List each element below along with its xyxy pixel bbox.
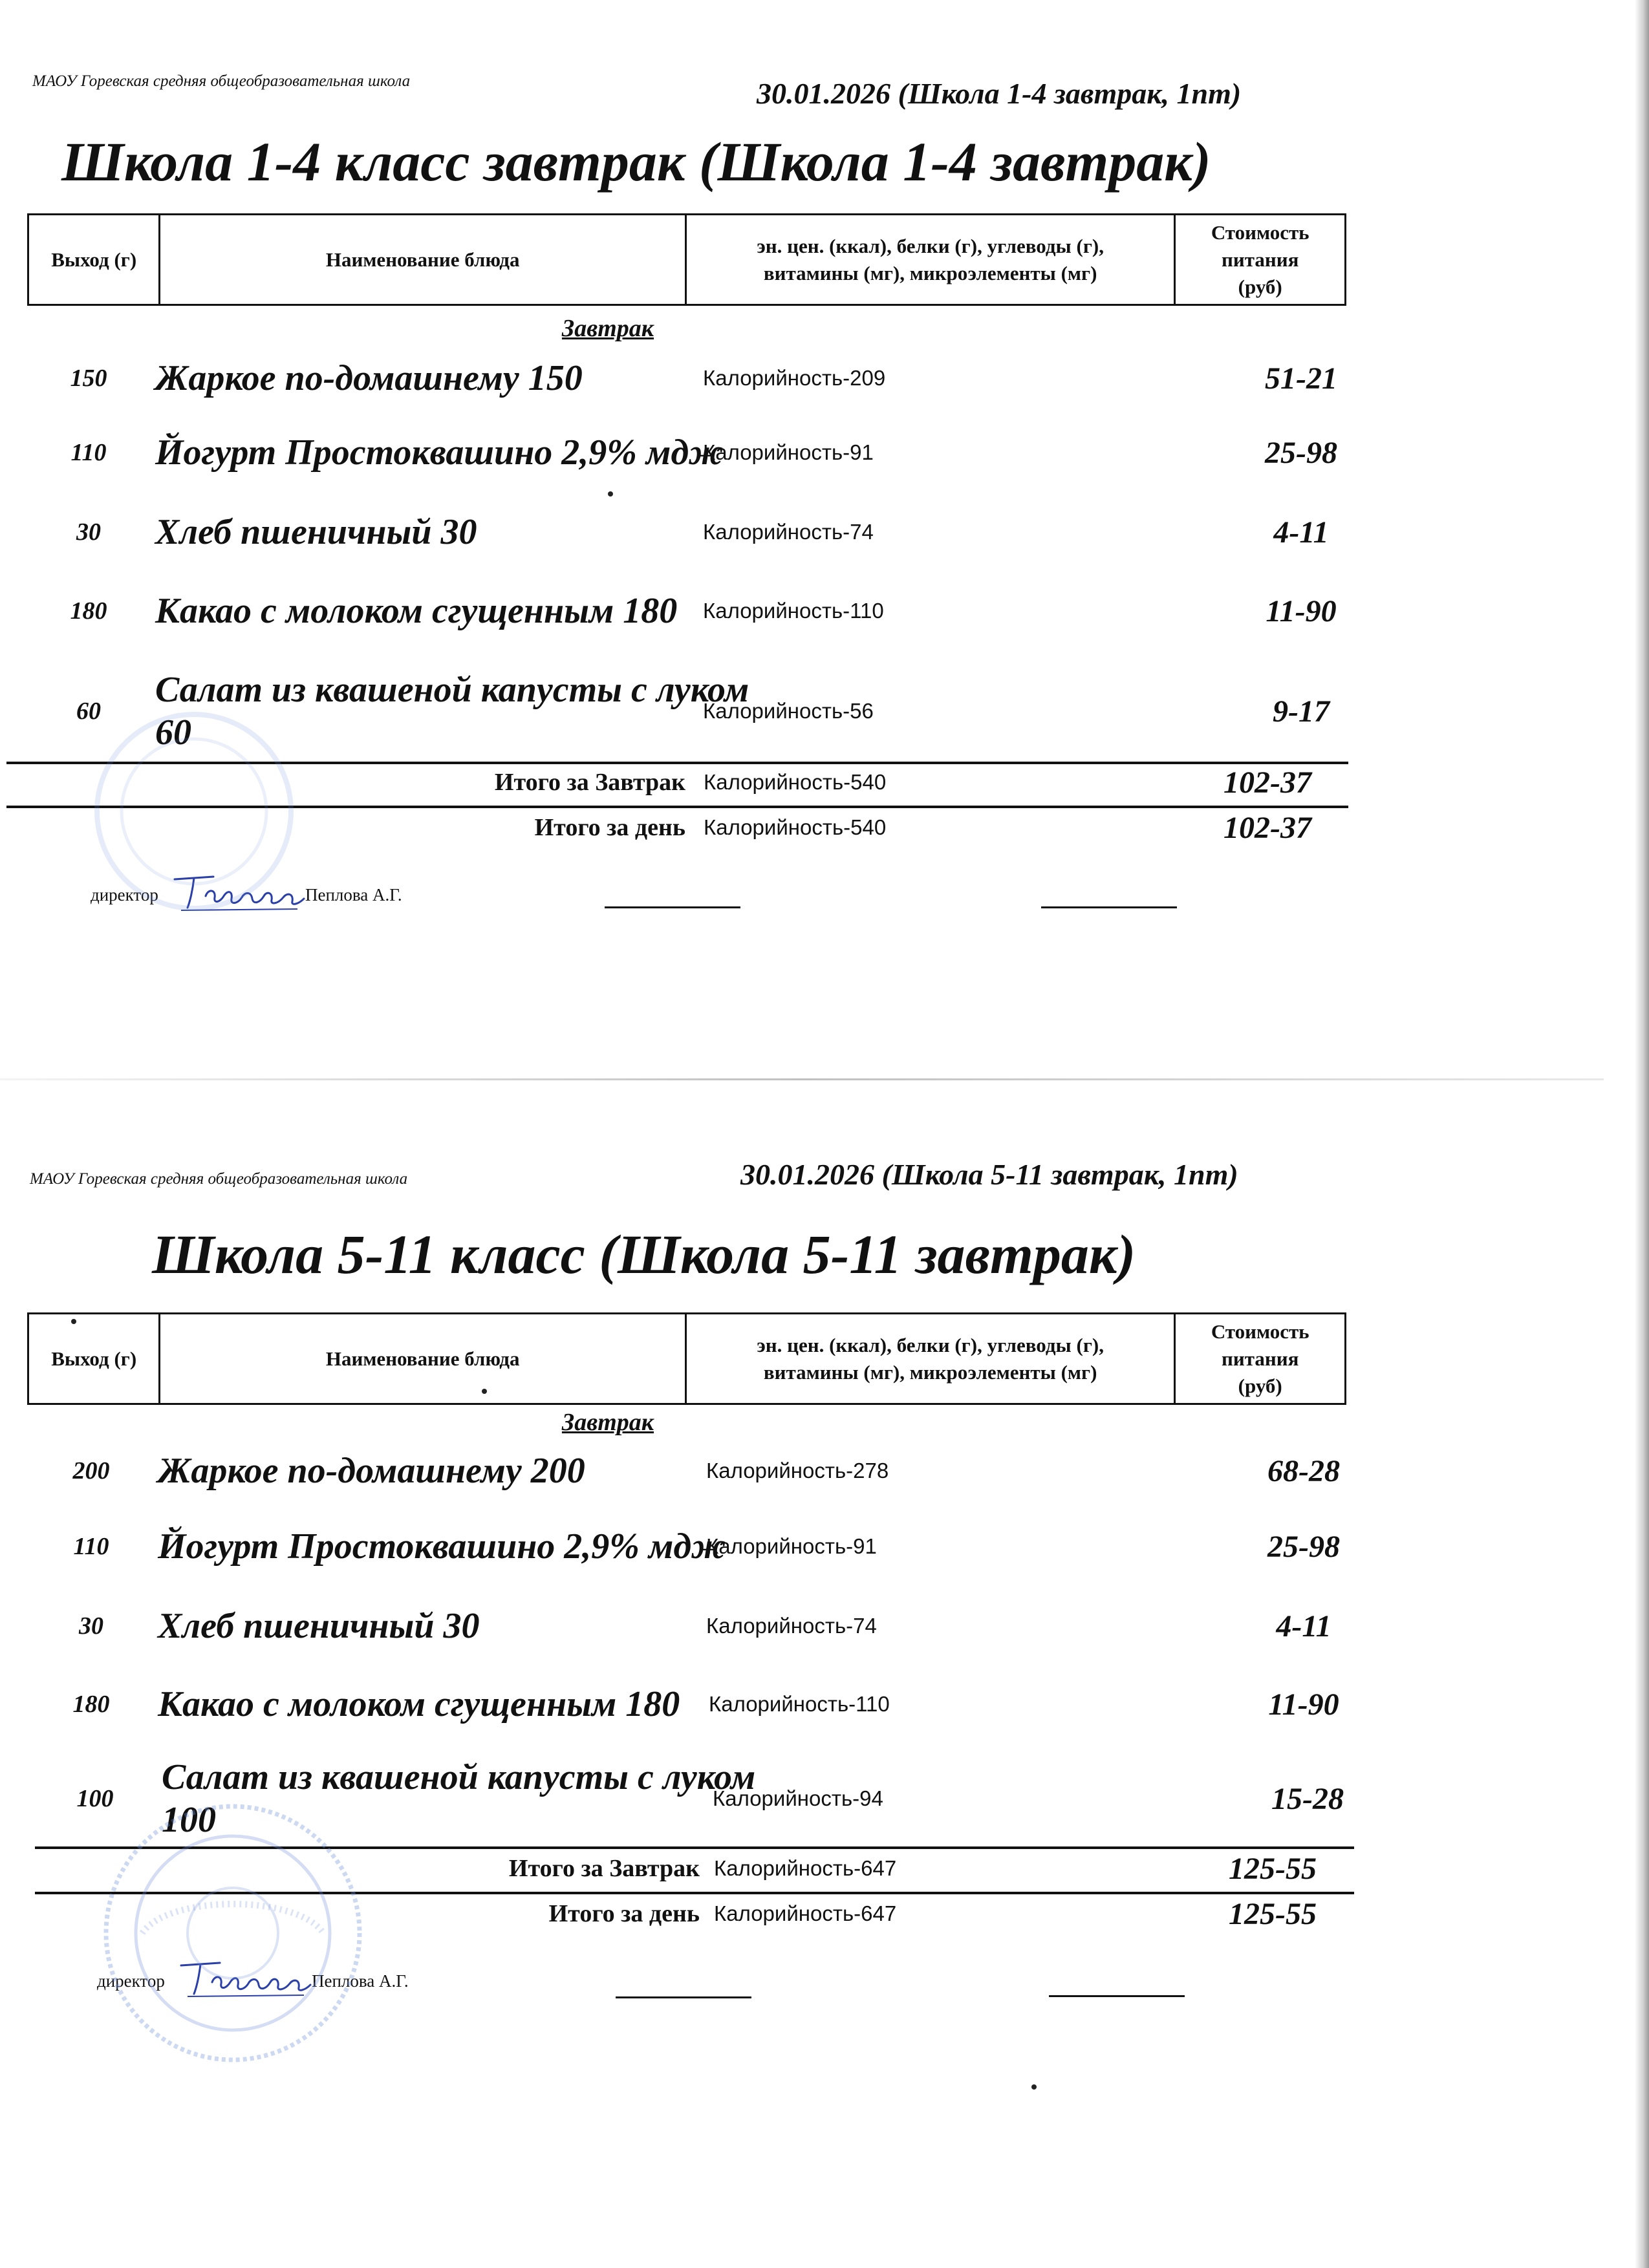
dish-yield: 110 — [73, 1533, 109, 1560]
blank-signature-line — [1049, 1995, 1185, 1997]
dish-price: 25-98 — [1265, 435, 1337, 470]
header-dish-name: Наименование блюда — [160, 215, 685, 305]
dish-price: 51-21 — [1265, 361, 1337, 396]
total-day-label: Итого за день — [534, 814, 685, 841]
header-dish-name: Наименование блюда — [160, 1314, 685, 1404]
header-cost-line-3: (руб) — [1238, 275, 1282, 298]
menu-header-table — [27, 213, 1346, 306]
dish-price: 9-17 — [1273, 694, 1330, 729]
menu-title: Школа 5-11 класс (Школа 5-11 завтрак) — [152, 1223, 1136, 1285]
faded-stamp-mark — [78, 705, 310, 918]
dish-kcal: Калорийность-56 — [703, 699, 874, 723]
section-label: Завтрак — [561, 1409, 654, 1436]
dish-price: 25-98 — [1267, 1529, 1340, 1564]
header-nutrition-line-1: эн. цен. (ккал), белки (г), углеводы (г), — [757, 234, 1104, 257]
total-day-price: 125-55 — [1229, 1896, 1317, 1931]
total-meal-kcal: Калорийность-647 — [714, 1856, 897, 1880]
dish-kcal: Калорийность-110 — [709, 1692, 890, 1716]
dish-kcal: Калорийность-209 — [703, 366, 886, 390]
dish-row — [43, 1597, 1375, 1655]
total-meal-price: 102-37 — [1223, 765, 1311, 800]
dish-row — [40, 349, 1372, 407]
scan-speck — [608, 491, 613, 497]
dish-kcal: Калорийность-110 — [703, 599, 884, 623]
header-nutrition — [685, 215, 1175, 305]
header-cost — [1175, 1314, 1346, 1404]
dish-kcal: Калорийность-74 — [706, 1614, 877, 1638]
dish-row — [40, 407, 1372, 498]
signer-role: директор — [91, 885, 158, 904]
dish-price: 15-28 — [1271, 1781, 1344, 1816]
header-nutrition-line-2: витамины (мг), микроэлементы (мг) — [763, 1360, 1097, 1384]
dish-name: Жаркое по-домашнему 200 — [158, 1451, 585, 1491]
menu-date-line: 30.01.2026 (Школа 5-11 завтрак, 1пт) — [740, 1158, 1238, 1191]
dish-price: 11-90 — [1268, 1687, 1339, 1722]
school-name: МАОУ Горевская средняя общеобразовательная школа — [30, 1170, 408, 1188]
menu-grades-5-11 — [0, 1093, 1635, 2140]
page-fold-line — [0, 1078, 1604, 1080]
dish-kcal: Калорийность-91 — [706, 1534, 877, 1558]
dish-yield: 30 — [76, 519, 101, 546]
dish-name: Салат из квашеной капусты с луком 60 — [155, 670, 749, 753]
dish-kcal: Калорийность-94 — [713, 1786, 883, 1810]
dish-yield: 100 — [76, 1785, 114, 1812]
scan-edge-shadow — [1635, 0, 1649, 2268]
header-cost-line-1: Стоимость — [1211, 220, 1310, 244]
dish-yield: 200 — [72, 1457, 110, 1484]
dish-price: 4-11 — [1276, 1609, 1331, 1643]
header-nutrition-line-1: эн. цен. (ккал), белки (г), углеводы (г), — [757, 1333, 1104, 1356]
total-meal-label: Итого за Завтрак — [494, 769, 685, 796]
header-cost — [1175, 215, 1346, 305]
dish-name: Какао с молоком сгущенным 180 — [158, 1684, 680, 1724]
dish-name: Йогурт Простоквашино 2,9% мдж — [158, 1526, 726, 1567]
header-yield: Выход (г) — [28, 215, 160, 305]
dish-yield: 60 — [76, 698, 101, 725]
total-day-price: 102-37 — [1223, 810, 1311, 845]
total-meal-kcal: Калорийность-540 — [704, 770, 887, 794]
dish-price: 68-28 — [1267, 1453, 1340, 1488]
section-label: Завтрак — [561, 315, 654, 342]
header-yield: Выход (г) — [28, 1314, 160, 1404]
scan-speck — [71, 1319, 76, 1324]
menu-header-table — [27, 1312, 1346, 1405]
dish-row — [43, 1659, 1375, 1749]
dish-row — [43, 1442, 1375, 1500]
dish-name: Салат из квашеной капусты с луком 100 — [162, 1757, 756, 1840]
header-cost-line-2: питания — [1222, 1347, 1299, 1370]
dish-yield: 180 — [72, 1691, 110, 1718]
signer-name: Пеплова А.Г. — [305, 885, 402, 904]
total-day-label: Итого за день — [548, 1900, 700, 1927]
blank-signature-line — [616, 1996, 751, 1998]
menu-title: Школа 1-4 класс завтрак (Школа 1-4 завтрак) — [61, 131, 1211, 193]
dish-name: Жаркое по-домашнему 150 — [155, 358, 583, 398]
dish-name: Хлеб пшеничный 30 — [158, 1606, 480, 1646]
dish-name: Йогурт Простоквашино 2,9% мдж — [155, 433, 724, 473]
dish-kcal: Калорийность-91 — [703, 440, 874, 464]
total-day-kcal: Калорийность-647 — [714, 1901, 897, 1925]
dish-name: Какао с молоком сгущенным 180 — [155, 591, 678, 631]
signer-role: директор — [97, 1971, 165, 1991]
total-meal-label: Итого за Завтрак — [508, 1855, 700, 1882]
blank-signature-line — [1041, 906, 1177, 908]
dish-name: Хлеб пшеничный 30 — [155, 512, 477, 552]
header-nutrition — [685, 1314, 1175, 1404]
menu-grades-1-4 — [0, 0, 1635, 1047]
school-name: МАОУ Горевская средняя общеобразовательная школа — [32, 72, 411, 90]
blank-signature-line — [605, 906, 740, 908]
menu-date-line: 30.01.2026 (Школа 1-4 завтрак, 1пт) — [757, 77, 1242, 110]
faded-stamp-mark — [91, 1797, 375, 2069]
header-cost-line-2: питания — [1222, 248, 1299, 271]
header-cost-line-1: Стоимость — [1211, 1320, 1310, 1343]
dish-price: 11-90 — [1266, 594, 1337, 628]
scan-speck — [1031, 2084, 1037, 2090]
signer-name: Пеплова А.Г. — [312, 1971, 409, 1991]
dish-yield: 110 — [70, 439, 107, 466]
header-nutrition-line-2: витамины (мг), микроэлементы (мг) — [763, 261, 1097, 284]
dish-price: 4-11 — [1273, 515, 1329, 550]
dish-yield: 30 — [79, 1612, 103, 1640]
scan-speck — [482, 1389, 487, 1394]
dish-kcal: Калорийность-278 — [706, 1459, 889, 1482]
dish-yield: 180 — [70, 597, 107, 625]
dish-row — [40, 566, 1372, 656]
dish-yield: 150 — [70, 365, 107, 392]
dish-row — [40, 503, 1372, 561]
total-day-kcal: Калорийность-540 — [704, 815, 887, 839]
header-cost-line-3: (руб) — [1238, 1374, 1282, 1397]
total-meal-price: 125-55 — [1229, 1851, 1317, 1886]
dish-row — [43, 1501, 1375, 1592]
dish-kcal: Калорийность-74 — [703, 520, 874, 544]
